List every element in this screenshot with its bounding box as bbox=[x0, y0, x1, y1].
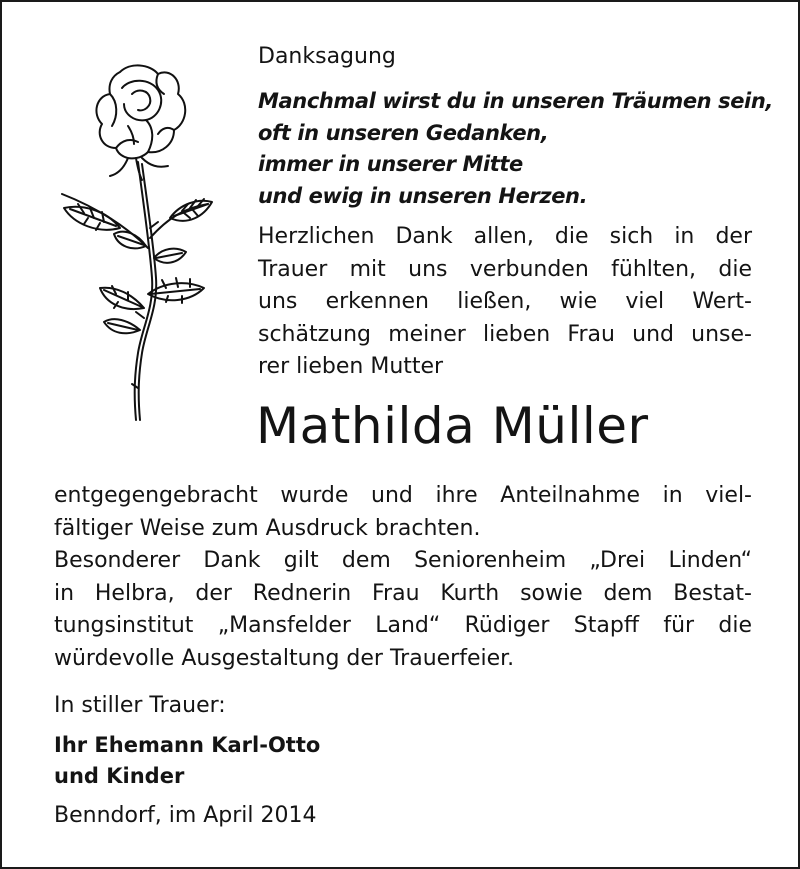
intro-line: Herzlichen Dank allen, die sich in der bbox=[258, 224, 752, 249]
body-line: Besonderer Dank gilt dem Seniorenheim „Drei Linden“ bbox=[54, 548, 752, 574]
intro-line: schätzung meiner lieben Frau und unse- bbox=[258, 321, 752, 347]
poem-line: Manchmal wirst du in unseren Träumen sein, bbox=[258, 89, 773, 113]
mourning-label: In stiller Trauer: bbox=[54, 693, 226, 718]
poem-line: und ewig in unseren Herzen. bbox=[258, 183, 588, 208]
place-date: Benndorf, im April 2014 bbox=[54, 803, 317, 828]
mourner-line: Ihr Ehemann Karl-Otto bbox=[54, 733, 321, 757]
body-line: würdevolle Ausgestaltung der Trauerfeier. bbox=[54, 645, 515, 671]
mourner-line: und Kinder bbox=[54, 764, 185, 788]
mourners-block bbox=[54, 730, 320, 792]
rose-icon bbox=[58, 58, 218, 423]
body-line: tungsinstitut „Mansfelder Land“ Rüdiger Stapff für die bbox=[54, 613, 752, 639]
intro-line: rer lieben Mutter bbox=[258, 354, 444, 379]
body-paragraph bbox=[54, 480, 752, 676]
poem-verse bbox=[258, 86, 773, 212]
intro-paragraph bbox=[258, 221, 752, 384]
intro-line: uns erkennen ließen, wie viel Wert- bbox=[258, 289, 752, 314]
deceased-name: Mathilda Müller bbox=[256, 397, 649, 455]
poem-line: immer in unserer Mitte bbox=[258, 152, 523, 176]
intro-line: Trauer mit uns verbunden fühlten, die bbox=[258, 256, 752, 282]
body-line: in Helbra, der Rednerin Frau Kurth sowie dem Bestat- bbox=[54, 580, 752, 606]
body-line: entgegengebracht wurde und ihre Anteilnahme in viel- bbox=[54, 483, 752, 508]
body-line: fältiger Weise zum Ausdruck brachten. bbox=[54, 515, 481, 541]
notice-heading: Danksagung bbox=[258, 44, 396, 69]
poem-line: oft in unseren Gedanken, bbox=[258, 120, 549, 145]
